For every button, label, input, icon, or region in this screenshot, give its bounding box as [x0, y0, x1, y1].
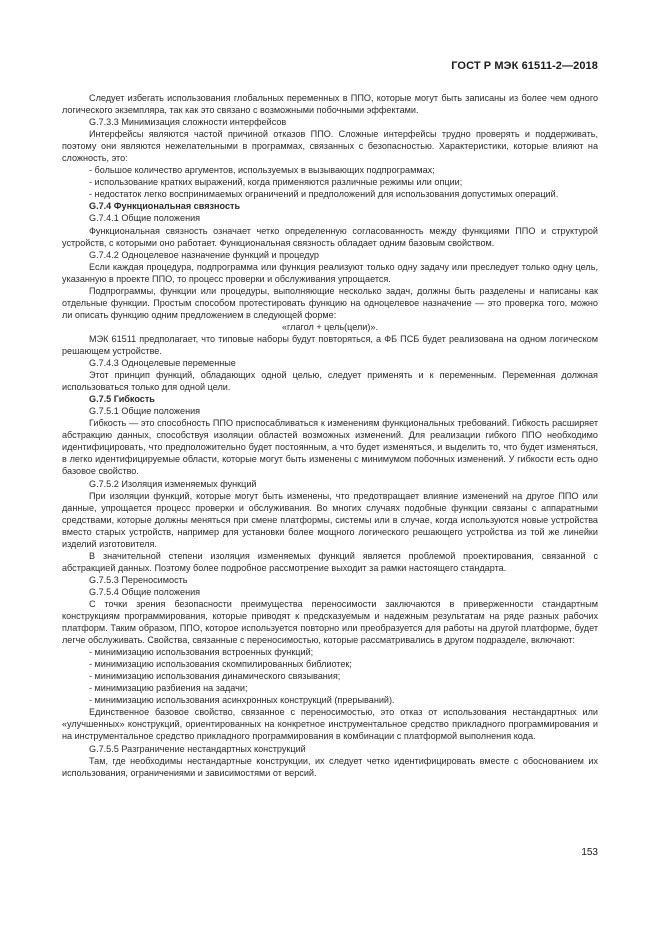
- list-item: - минимизацию разбиения на задачи;: [89, 683, 248, 694]
- paragraph: С точки зрения безопасности преимущества переносимости заключаются в приверженности стандартным конструкциям программирования, которые приводят к предсказуемым и надежным результатам на ряде разных рабочих платформ. Таким образом, ППО, которое используется повторно или преобразуется для работы на другой платформе, будет легче обслуживать. Свойства, связанные с переносимостью, которые рассматривались в другом подразделе, включают:: [62, 598, 598, 646]
- list-item: - использование кратких выражений, когда применяются различные режимы или опции;: [89, 177, 463, 188]
- paragraph: «глагол + цель(цели)».: [282, 321, 378, 332]
- paragraph: Интерфейсы являются частой причиной отказов ППО. Сложные интерфейсы трудно проверять и поддерживать, поэтому они являются нежелательными в программах, связанных с безопасностью. Характеристики, которые влияют на сложность, это:: [62, 129, 598, 164]
- list-item: - минимизацию использования асинхронных конструкций (прерываний).: [89, 695, 395, 706]
- section-heading: G.7.5.5 Разграничение нестандартных конструкций: [89, 743, 306, 754]
- document-body: [62, 92, 598, 779]
- section-heading: G.7.4.3 Одноцелевые переменные: [89, 358, 236, 369]
- list-item: - минимизацию использования скомпилированных библиотек;: [89, 659, 352, 670]
- paragraph: Этот принцип функций, обладающих одной целью, следует применять и к переменным. Переменная должная использоваться только для одной цели.: [62, 370, 598, 393]
- paragraph: В значительной степени изоляция изменяемых функций является проблемой проектирования, связанной с абстракцией данных. Поэтому более подробное рассмотрение выходит за рамки настоящего стандарта.: [62, 550, 598, 573]
- section-heading: G.7.3.3 Минимизация сложности интерфейсов: [89, 117, 287, 128]
- paragraph: При изоляции функций, которые могут быть изменены, что предотвращает влияние изменений на другое ППО или данные, упрощается процесс проверки и обслуживания. Во многих случаях подобные функции связаны с аппаратными средствами, которые должны меняться при смене платформы, системы или в случае, когда используются новые устройства вместо старых устройств, например для установки более мощного логического решающего устройства из той же линейки изделий изготовителя.: [62, 490, 598, 549]
- page-number: 153: [581, 847, 598, 858]
- list-item: - минимизацию использования динамического связывания;: [89, 671, 341, 682]
- paragraph: Функциональная связность означает четко определенную согласованность между функциями ППО и структурой устройств, с которыми оно работает. Функциональная связность обладает одним базовым свойством.: [62, 225, 598, 248]
- paragraph: Если каждая процедура, подпрограмма или функция реализуют только одну задачу или преследует только одну цель, указанную в проекте ППО, то процесс проверки и обслуживания упрощается.: [62, 261, 598, 284]
- section-heading: G.7.5 Гибкость: [89, 394, 155, 405]
- document-header: ГОСТ Р МЭК 61511-2—2018: [451, 60, 598, 72]
- section-heading: G.7.5.2 Изоляция изменяемых функций: [89, 478, 257, 489]
- paragraph: Там, где необходимы нестандартные конструкции, их следует четко идентифицировать вместе с обоснованием их использования, ограничениями и зависимостями от версий.: [62, 755, 598, 778]
- list-item: - недостаток легко воспринимаемых ограничений и предположений для использования допустимых операций.: [89, 189, 559, 200]
- paragraph: МЭК 61511 предполагает, что типовые наборы будут повторяться, а ФБ ПСБ будет реализована на одном логическом решающем устройстве.: [62, 333, 598, 356]
- list-item: - минимизацию использования встроенных функций;: [89, 647, 314, 658]
- section-heading: G.7.4 Функциональная связность: [89, 201, 241, 212]
- section-heading: G.7.5.3 Переносимость: [89, 574, 188, 585]
- section-heading: G.7.4.1 Общие положения: [89, 213, 201, 224]
- list-item: - большое количество аргументов, используемых в вызывающих подпрограммах;: [89, 165, 435, 176]
- section-heading: G.7.5.1 Общие положения: [89, 406, 201, 417]
- paragraph: Подпрограммы, функции или процедуры, выполняющие несколько задач, должны быть разделены и написаны как отдельные функции. Простым способом протестировать функцию на одноцелевое назначение — это проверка того, можно ли описать функцию одним предложением в следующей форме:: [62, 285, 598, 320]
- paragraph: Следует избегать использования глобальных переменных в ППО, которые могут быть записаны из более чем одного логического экземпляра, так как это связано с возможными побочными эффектами.: [62, 93, 598, 116]
- paragraph: Гибкость — это способность ППО приспосабливаться к изменениям функциональных требований. Гибкость расширяет абстракцию данных, способствуя изоляции областей возможных изменений. Для реализации гибкого ППО необходимо идентифицировать, что предположительно будет постоянным, а что будет изменяться, и выделить то, что будет изменяться, в легко идентифицируемые области, которые могут быть изменены с минимумом побочных изменений. У гибкости есть одно базовое свойство.: [62, 418, 598, 477]
- section-heading: G.7.5.4 Общие положения: [89, 586, 201, 597]
- section-heading: G.7.4.2 Одноцелевое назначение функций и процедур: [89, 249, 319, 260]
- paragraph: Единственное базовое свойство, связанное с переносимостью, это отказ от использования нестандартных или «улучшенных» конструкций, ориентированных на конкретное инструментальное средство прикладного программирования и на инструментальное средство прикладного программирования в комбинации с платформой выполнения кода.: [62, 707, 598, 742]
